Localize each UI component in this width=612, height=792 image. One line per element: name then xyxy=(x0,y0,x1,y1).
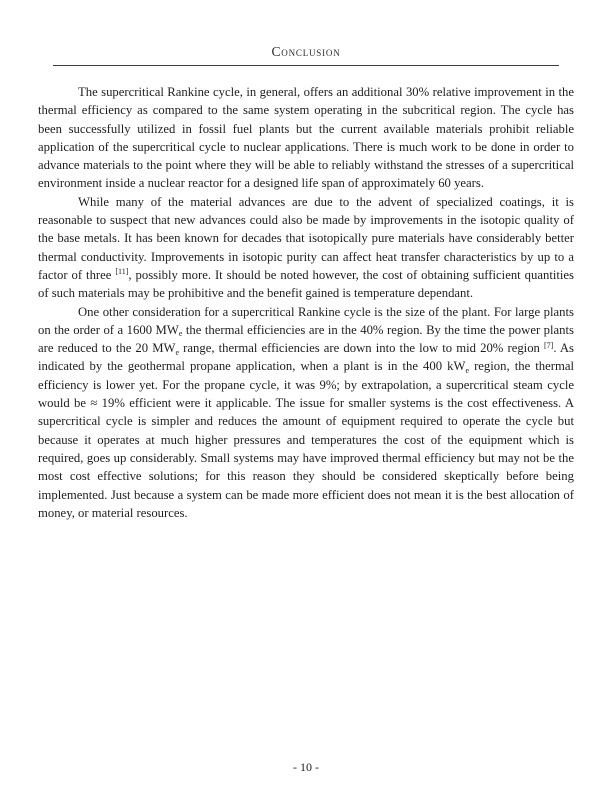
text-run: , possibly more. It should be noted however, the cost of obtaining sufficient quantities of such materials may be prohibitive and the benefit gained is temperature dependant. xyxy=(38,267,574,301)
text-run: One other consideration for a supercritical Rankine cycle is the size of the plant. For large plants on the order of a 1600 MW xyxy=(38,304,574,337)
text-run: range, thermal efficiencies are down into the low to mid 20% region xyxy=(179,341,544,356)
paragraph xyxy=(38,193,574,303)
text-run: region, the thermal efficiency is lower yet. For the propane cycle, it was 9%; by extrapolation, a supercritical steam cycle would be ≈ 19% efficient were it applicable. The issue for smaller systems is the cost effectiveness. A supercritical cycle is simpler and reduces the amount of equipment required to operate the cycle but because it operates at much higher pressures and temperatures the cost of the equipment which is required, goes up considerably. Small systems may have improved thermal efficiency but may not be the most cost effective solutions; for this reason they should be considered skeptically before being implemented. Just because a system can be made more efficient does not mean it is the best allocation of money, or material resources. xyxy=(38,359,574,520)
body-text xyxy=(38,83,574,522)
section-heading: Conclusion xyxy=(271,44,341,59)
paragraph xyxy=(38,83,574,193)
citation-superscript: [11] xyxy=(115,267,129,277)
citation-superscript: [7] xyxy=(543,340,554,350)
text-run: While many of the material advances are due to the advent of specialized coatings, it is reasonable to suspect that new advances could also be made by improvements in the isotopic quality of the base metals. It has been known for decades that isotopically pure materials have considerably better thermal conductivity. Improvements in isotopic purity can affect heat transfer characteristics by up to a factor of three xyxy=(38,194,574,282)
unit-subscript: e xyxy=(175,347,180,357)
unit-subscript: e xyxy=(465,365,470,375)
unit-subscript: e xyxy=(178,329,183,339)
text-run: the thermal efficiencies are in the 40% region. By the time the power plants are reduced to the 20 MW xyxy=(38,322,574,356)
text-run: The supercritical Rankine cycle, in general, offers an additional 30% relative improvement in the thermal efficiency as compared to the same system operating in the subcritical region. The cycle has been successfully utilized in fossil fuel plants but the current available materials prohibit reliable application of the supercritical cycle to nuclear applications. There is much work to be done in order to advance materials to the point where they will be able to reliably withstand the stresses of a supercritical environment inside a nuclear reactor for a designed life span of approximately 60 years. xyxy=(38,85,574,191)
paragraph xyxy=(38,303,574,523)
page-number: - 10 - xyxy=(293,760,319,774)
heading-rule xyxy=(53,65,559,66)
text-run: . As indicated by the geothermal propane application, when a plant is in the 400 kW xyxy=(38,341,574,374)
